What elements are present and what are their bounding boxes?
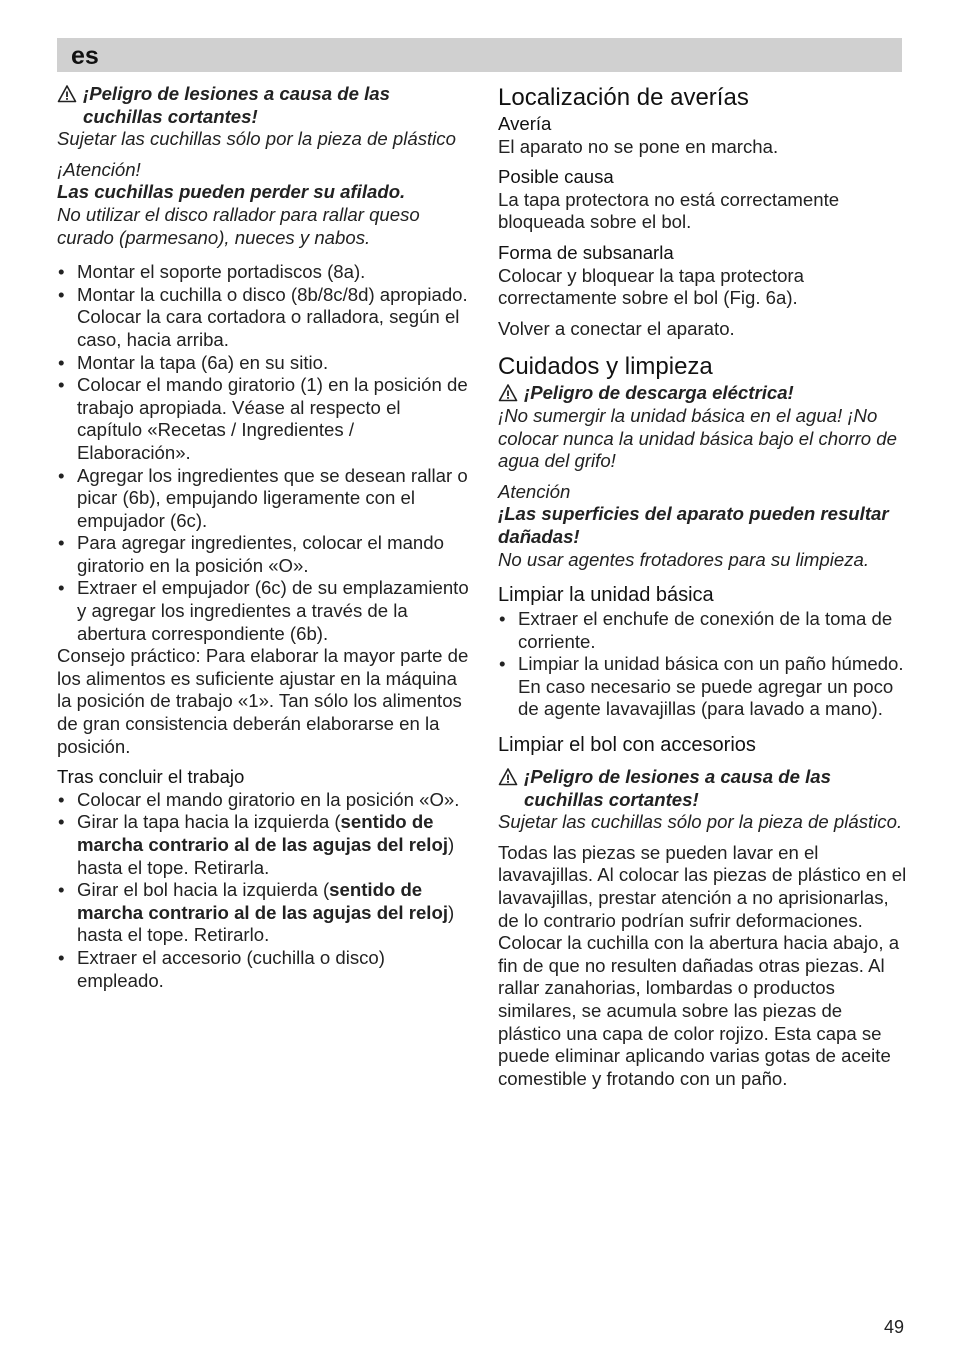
left-column: [57, 83, 469, 992]
injury-warning: [57, 83, 469, 128]
attention-text: No utilizar el disco rallador para rallar queso curado (parmesano), nueces y nabos.: [57, 203, 420, 248]
care-attention-heading: Atención: [498, 480, 571, 502]
bowl-warning-line2: cuchillas cortantes!: [524, 788, 699, 810]
list-item: • Limpiar la unidad básica con un paño húmedo. En caso necesario se puede agregar un poco de agente lavavajillas (para lavado a mano).: [498, 653, 908, 721]
language-bar: [57, 38, 902, 72]
list-item: • Extraer el accesorio (cuchilla o disco) empleado.: [57, 947, 469, 992]
warning-triangle-icon: [57, 84, 77, 104]
operation-steps: [57, 261, 469, 645]
injury-warning-title-line2: cuchillas cortantes!: [83, 105, 258, 127]
bowl-heading: Limpiar el bol con accesorios: [498, 734, 756, 757]
attention-heading: ¡Atención!: [57, 158, 141, 180]
language-code: es: [71, 42, 99, 70]
remedy-label: Forma de subsanarla: [498, 241, 674, 263]
list-item: • Agregar los ingredientes que se desean rallar o picar (6b), empujando ligeramente con el empujador (6c).: [57, 465, 469, 533]
bowl-cleaning-text: Todas las piezas se pueden lavar en el lavavajillas. Al colocar las piezas de plástico en el lavavajillas, prestar atención a no aprisionarlas, de lo contrario podrían sufrir deformaciones. Colocar la cuchilla con la abertura hacia abajo, a fin de que no resulten dañadas otras piezas. Al rallar zanahorias, lombardas o productos similares, se acumula sobre las piezas de plástico una capa de color rojizo. Esta capa se puede eliminar aplicando varias gotas de aceite comestible y frotando con un paño.: [498, 841, 907, 1089]
injury-warning-text: Sujetar las cuchillas sólo por la pieza de plástico: [57, 128, 456, 150]
cause-text: La tapa protectora no está correctamente bloqueada sobre el bol.: [498, 188, 840, 233]
list-item: • Montar el soporte portadiscos (8a).: [57, 261, 469, 284]
care-attention-text: No usar agentes frotadores para su limpieza.: [498, 548, 870, 570]
troubleshooting-heading: Localización de averías: [498, 84, 749, 111]
care-heading: Cuidados y limpieza: [498, 353, 713, 381]
list-item: • Extraer el empujador (6c) de su emplazamiento y agregar los ingredientes a través de la abertura correspondiente (6b).: [57, 577, 469, 645]
list-item: • Montar la tapa (6a) en su sitio.: [57, 352, 469, 375]
fault-label: Avería: [498, 113, 552, 134]
after-work-steps: [57, 789, 469, 992]
after-work-heading: Tras concluir el trabajo: [57, 766, 245, 788]
bowl-injury-warning: [498, 766, 908, 811]
fault-text: El aparato no se pone en marcha.: [498, 135, 779, 157]
list-item: • Montar la cuchilla o disco (8b/8c/8d) apropiado. Colocar la cara cortadora o ralladora, según el caso, hacia arriba.: [57, 284, 469, 352]
warning-triangle-icon: [498, 767, 518, 787]
reconnect-text: Volver a conectar el aparato.: [498, 317, 735, 339]
page-number: 49: [883, 1317, 904, 1337]
right-column: [498, 83, 908, 1090]
list-item: • Colocar el mando giratorio en la posición «O».: [57, 789, 469, 812]
list-item: • Colocar el mando giratorio (1) en la posición de trabajo apropiada. Véase al respecto el capítulo «Recetas / Ingredientes / Elaboración».: [57, 374, 469, 464]
shock-warning-text: ¡No sumergir la unidad básica en el agua! ¡No colocar nunca la unidad básica bajo el chorro de agua del grifo!: [498, 404, 897, 472]
remedy-text: Colocar y bloquear la tapa protectora correctamente sobre el bol (Fig. 6a).: [498, 264, 804, 309]
cause-label: Posible causa: [498, 166, 614, 188]
shock-warning-title: ¡Peligro de descarga eléctrica!: [524, 382, 794, 404]
bowl-warning-text: Sujetar las cuchillas sólo por la pieza de plástico.: [498, 811, 903, 833]
list-item: • Girar el bol hacia la izquierda (sentido de marcha contrario al de las agujas del reloj) hasta el tope. Retirarlo.: [57, 879, 469, 947]
warning-triangle-icon: [498, 383, 518, 403]
practical-tip: Consejo práctico: Para elaborar la mayor parte de los alimentos es suficiente ajustar en la máquina la posición de trabajo «1». Tan sólo los alimentos de gran consistencia deberán elaborarse en la posición.: [57, 645, 469, 757]
base-unit-steps: [498, 608, 908, 721]
shock-warning: [498, 382, 908, 405]
base-unit-heading: Limpiar la unidad básica: [498, 584, 714, 607]
care-attention-title: ¡Las superficies del aparato pueden resultar dañadas!: [498, 503, 889, 547]
attention-title: Las cuchillas pueden perder su afilado.: [57, 181, 406, 203]
list-item: • Extraer el enchufe de conexión de la toma de corriente.: [498, 608, 908, 653]
list-item: • Girar la tapa hacia la izquierda (sentido de marcha contrario al de las agujas del reloj) hasta el tope. Retirarla.: [57, 811, 469, 879]
injury-warning-title-line1: ¡Peligro de lesiones a causa de las: [83, 83, 390, 104]
bowl-warning-line1: ¡Peligro de lesiones a causa de las: [524, 766, 831, 788]
list-item: • Para agregar ingredientes, colocar el mando giratorio en la posición «O».: [57, 532, 469, 577]
